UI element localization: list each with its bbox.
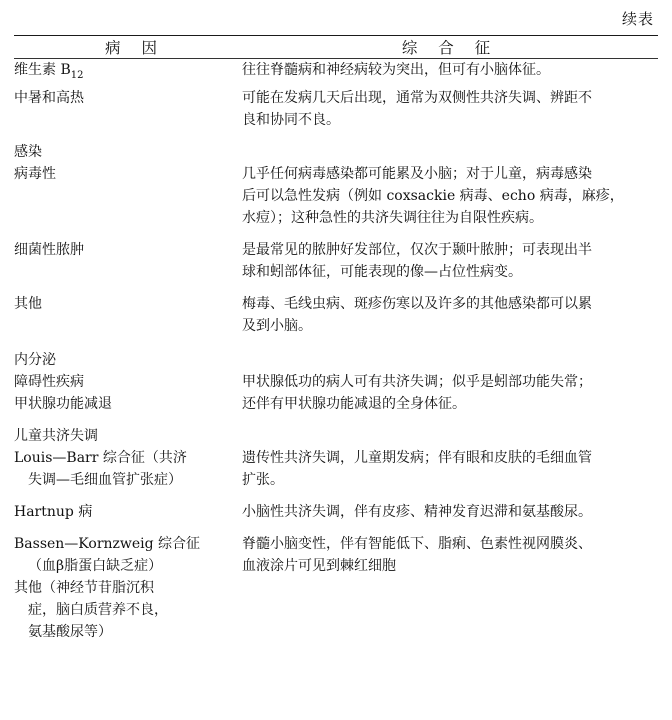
ataxia-causes-table: [14, 36, 658, 58]
syndrome-line: 梅毒、毛线虫病、斑疹伤寒以及许多的其他感染都可以累: [242, 295, 592, 312]
syndrome-line: 可能在发病几天后出现，通常为双侧性共济失调、辨距不: [242, 89, 592, 106]
syndrome-cell: [242, 501, 658, 523]
syndrome-line: 扩张。: [242, 471, 284, 488]
syndrome-line: 及到小脑。: [242, 317, 312, 334]
row-spacer: [14, 229, 658, 239]
section-heading-cell: 儿童共济失调: [14, 427, 98, 444]
spacer-cell: [242, 131, 658, 141]
syndrome-line: 水痘）；这种急性的共济失调往往为自限性疾病。: [242, 209, 543, 226]
syndrome-cell: [242, 425, 658, 447]
cause-cell: [14, 533, 242, 577]
syndrome-cell: [242, 371, 658, 393]
table-row: [14, 239, 658, 283]
table-row: [14, 371, 658, 393]
syndrome-cell: [242, 87, 658, 131]
table-row: [14, 293, 658, 337]
cause-cell: [14, 59, 242, 87]
cause-cell: 病毒性: [14, 165, 56, 182]
row-spacer: [14, 283, 658, 293]
cause-label: 其他（神经节苷脂沉积: [14, 579, 154, 596]
table-wrapper: [14, 36, 658, 58]
section-heading-cell: 内分泌: [14, 351, 56, 368]
syndrome-cell: [242, 533, 658, 577]
table-row: [14, 501, 658, 523]
table-row: [14, 141, 658, 163]
row-spacer: [14, 415, 658, 425]
spacer-cell: [242, 491, 658, 501]
spacer-cell: [242, 229, 658, 239]
syndrome-line: 后可以急性发病（例如 coxsackie 病毒、echo 病毒，麻疹，: [242, 187, 624, 204]
syndrome-line: 球和蚓部体征，可能表现的像—占位性病变。: [242, 263, 522, 280]
cause-cell: [14, 447, 242, 491]
syndrome-cell: [242, 239, 658, 283]
syndrome-line: 遗传性共济失调，儿童期发病；伴有眼和皮肤的毛细血管: [242, 449, 592, 466]
syndrome-line: 往往脊髓病和神经病较为突出，但可有小脑体征。: [242, 62, 550, 78]
column-header-syndrome: 综 合 征: [401, 39, 499, 57]
table-row: [14, 533, 658, 577]
table-header-row: [14, 36, 658, 58]
syndrome-line: 良和协同不良。: [242, 111, 340, 128]
table-row: [14, 425, 658, 447]
syndrome-cell: [242, 59, 658, 87]
cause-cell: Hartnup 病: [14, 503, 93, 520]
table-row: [14, 87, 658, 131]
cause-cell: 中暑和高热: [14, 89, 84, 106]
cause-label-continued: 氨基酸尿等）: [28, 623, 112, 640]
syndrome-line: 几乎任何病毒感染都可能累及小脑；对于儿童，病毒感染: [242, 165, 592, 182]
table-row: [14, 393, 658, 415]
table-row: [14, 163, 658, 229]
syndrome-line: 是最常见的脓肿好发部位，仅次于颞叶脓肿；可表现出半: [242, 241, 592, 258]
spacer-cell: [242, 523, 658, 533]
cause-subscript: 12: [70, 69, 84, 81]
syndrome-line: 小脑性共济失调，伴有皮疹、精神发育迟滞和氨基酸尿。: [242, 503, 592, 520]
spacer-cell: [14, 229, 242, 239]
cause-label-continued: 症，脑白质营养不良，: [28, 601, 168, 618]
spacer-cell: [242, 283, 658, 293]
section-heading-cell: 感染: [14, 143, 42, 160]
cause-label: Louis—Barr 综合征（共济: [14, 449, 187, 466]
continued-table-label: 续表: [621, 10, 654, 28]
row-spacer: [14, 523, 658, 533]
table-row: [14, 577, 658, 643]
syndrome-cell: [242, 393, 658, 415]
syndrome-line: 还伴有甲状腺功能减退的全身体征。: [242, 395, 466, 412]
cause-cell: 细菌性脓肿: [14, 241, 84, 258]
syndrome-cell: [242, 293, 658, 337]
spacer-cell: [14, 523, 242, 533]
syndrome-cell: [242, 141, 658, 163]
syndrome-cell: [242, 349, 658, 371]
column-header-cause: 病 因: [105, 39, 165, 57]
cause-label: Bassen—Kornzweig 综合征: [14, 535, 201, 552]
cause-label: 维生素 B: [14, 62, 71, 78]
spacer-cell: [14, 283, 242, 293]
spacer-cell: [14, 131, 242, 141]
table-row: [14, 447, 658, 491]
ataxia-causes-body: [14, 59, 658, 643]
row-spacer: [14, 131, 658, 141]
cause-cell: 障碍性疾病: [14, 373, 84, 390]
syndrome-line: 甲状腺低功的病人可有共济失调；似乎是蚓部功能失常；: [242, 373, 592, 390]
syndrome-cell: [242, 447, 658, 491]
document-page: [0, 8, 672, 720]
spacer-cell: [14, 337, 242, 349]
syndrome-cell: [242, 577, 658, 643]
syndrome-cell: [242, 163, 658, 229]
table-body: [14, 59, 658, 643]
row-spacer: [14, 491, 658, 501]
cause-cell: 其他: [14, 295, 42, 312]
spacer-cell: [242, 337, 658, 349]
spacer-cell: [14, 415, 242, 425]
spacer-cell: [242, 415, 658, 425]
cause-cell: [14, 577, 242, 643]
syndrome-line: 血液涂片可见到棘红细胞: [242, 557, 396, 574]
cause-label-continued: （血β脂蛋白缺乏症）: [28, 557, 163, 574]
syndrome-line: 脊髓小脑变性，伴有智能低下、脂痢、色素性视网膜炎、: [242, 535, 592, 552]
table-row: [14, 349, 658, 371]
cause-cell: 甲状腺功能减退: [14, 395, 112, 412]
table-row: [14, 59, 658, 87]
spacer-cell: [14, 491, 242, 501]
cause-label-continued: 失调—毛细血管扩张症）: [28, 471, 182, 488]
row-spacer: [14, 337, 658, 349]
